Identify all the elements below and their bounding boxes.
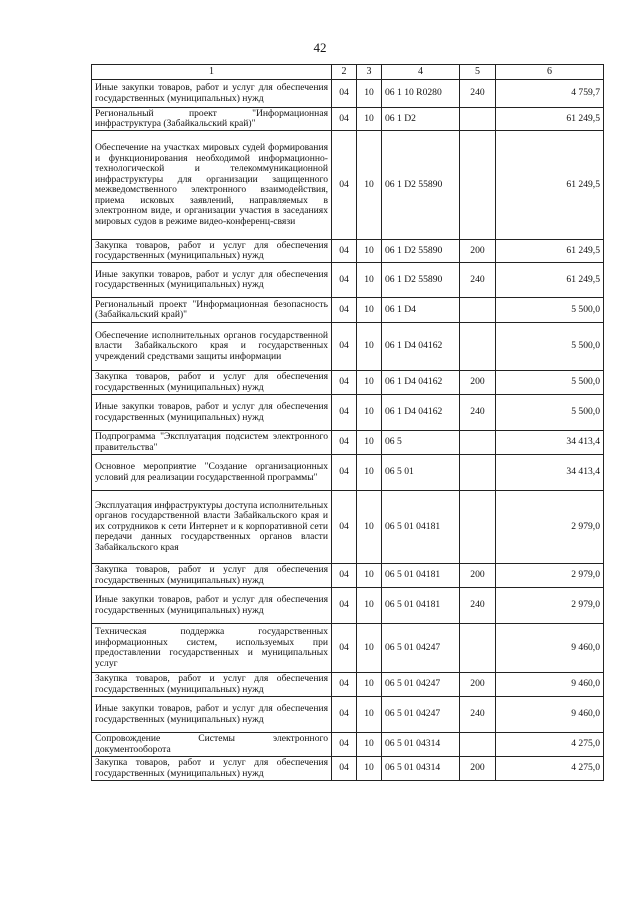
- row-description: Основное мероприятие "Создание организационных условий для реализации государственной программы": [92, 455, 332, 491]
- table-row: [92, 298, 604, 323]
- row-expense-type-code: 200: [460, 240, 496, 263]
- row-amount: 5 500,0: [496, 395, 604, 431]
- row-section-code: 04: [332, 371, 357, 395]
- table-row: [92, 757, 604, 781]
- row-description: Эксплуатация инфраструктуры доступа исполнительных органов государственной власти Забайкальского края и их сотрудников к сети Интернет и к корпоративной сети передачи данных государственных органов власти Забайкальского края: [92, 491, 332, 564]
- row-expense-type-code: [460, 131, 496, 240]
- row-subsection-code: 10: [357, 564, 382, 588]
- row-description: Иные закупки товаров, работ и услуг для обеспечения государственных (муниципальных) нужд: [92, 395, 332, 431]
- row-section-code: 04: [332, 298, 357, 323]
- row-amount: 34 413,4: [496, 455, 604, 491]
- table-row: [92, 673, 604, 697]
- row-target-article-code: 06 1 D4 04162: [382, 395, 460, 431]
- table-row: [92, 371, 604, 395]
- row-target-article-code: 06 1 D4 04162: [382, 323, 460, 371]
- table-row: [92, 240, 604, 263]
- row-subsection-code: 10: [357, 108, 382, 131]
- row-amount: 34 413,4: [496, 431, 604, 455]
- row-target-article-code: 06 5 01: [382, 455, 460, 491]
- row-amount: 4 275,0: [496, 757, 604, 781]
- page-number: 42: [313, 40, 327, 55]
- row-expense-type-code: 200: [460, 564, 496, 588]
- row-section-code: 04: [332, 431, 357, 455]
- row-amount: 61 249,5: [496, 263, 604, 298]
- row-section-code: 04: [332, 697, 357, 733]
- row-section-code: 04: [332, 564, 357, 588]
- row-amount: 61 249,5: [496, 108, 604, 131]
- row-description: Закупка товаров, работ и услуг для обеспечения государственных (муниципальных) нужд: [92, 564, 332, 588]
- row-amount: 2 979,0: [496, 588, 604, 624]
- row-subsection-code: 10: [357, 588, 382, 624]
- row-expense-type-code: [460, 733, 496, 757]
- row-section-code: 04: [332, 757, 357, 781]
- row-expense-type-code: 200: [460, 371, 496, 395]
- row-target-article-code: 06 5 01 04314: [382, 757, 460, 781]
- row-section-code: 04: [332, 624, 357, 673]
- row-subsection-code: 10: [357, 697, 382, 733]
- table-row: [92, 697, 604, 733]
- row-description: Региональный проект "Информационная инфраструктура (Забайкальский край)": [92, 108, 332, 131]
- table-row: [92, 323, 604, 371]
- row-target-article-code: 06 5 01 04181: [382, 491, 460, 564]
- row-subsection-code: 10: [357, 431, 382, 455]
- row-expense-type-code: 240: [460, 263, 496, 298]
- row-amount: 4 759,7: [496, 80, 604, 108]
- table-row: [92, 733, 604, 757]
- row-expense-type-code: 240: [460, 697, 496, 733]
- row-section-code: 04: [332, 131, 357, 240]
- row-subsection-code: 10: [357, 673, 382, 697]
- row-subsection-code: 10: [357, 624, 382, 673]
- row-expense-type-code: [460, 624, 496, 673]
- row-target-article-code: 06 1 D2 55890: [382, 131, 460, 240]
- row-section-code: 04: [332, 80, 357, 108]
- table-row: [92, 624, 604, 673]
- row-expense-type-code: [460, 323, 496, 371]
- row-target-article-code: 06 5 01 04247: [382, 697, 460, 733]
- row-subsection-code: 10: [357, 757, 382, 781]
- row-section-code: 04: [332, 455, 357, 491]
- row-section-code: 04: [332, 108, 357, 131]
- row-expense-type-code: 240: [460, 588, 496, 624]
- column-header: 1: [92, 65, 332, 80]
- row-section-code: 04: [332, 733, 357, 757]
- column-header: 2: [332, 65, 357, 80]
- row-section-code: 04: [332, 491, 357, 564]
- row-amount: 2 979,0: [496, 564, 604, 588]
- table-row: [92, 491, 604, 564]
- table-row: [92, 564, 604, 588]
- row-amount: 5 500,0: [496, 371, 604, 395]
- table-row: [92, 80, 604, 108]
- row-description: Иные закупки товаров, работ и услуг для обеспечения государственных (муниципальных) нужд: [92, 697, 332, 733]
- table-row: [92, 431, 604, 455]
- row-amount: 61 249,5: [496, 131, 604, 240]
- row-section-code: 04: [332, 323, 357, 371]
- row-description: Обеспечение на участках мировых судей формирования и функционирования необходимой информационно-технологической и телекоммуникационной инфраструктуры для организации защищенного межведомственного электронного взаимодействия, приема исковых заявлений, направляемых в электронном виде, и организации участия в заседаниях мировых судов в режиме видео-конференц-связи: [92, 131, 332, 240]
- row-expense-type-code: [460, 108, 496, 131]
- table-row: [92, 108, 604, 131]
- row-amount: 61 249,5: [496, 240, 604, 263]
- column-header: 5: [460, 65, 496, 80]
- table-row: [92, 263, 604, 298]
- row-amount: 4 275,0: [496, 733, 604, 757]
- row-target-article-code: 06 5 01 04247: [382, 673, 460, 697]
- row-subsection-code: 10: [357, 371, 382, 395]
- table-row: [92, 395, 604, 431]
- row-subsection-code: 10: [357, 733, 382, 757]
- row-subsection-code: 10: [357, 80, 382, 108]
- row-amount: 9 460,0: [496, 697, 604, 733]
- row-subsection-code: 10: [357, 240, 382, 263]
- row-target-article-code: 06 1 D4 04162: [382, 371, 460, 395]
- row-amount: 2 979,0: [496, 491, 604, 564]
- row-target-article-code: 06 5: [382, 431, 460, 455]
- column-header: 3: [357, 65, 382, 80]
- row-description: Закупка товаров, работ и услуг для обеспечения государственных (муниципальных) нужд: [92, 757, 332, 781]
- row-description: Иные закупки товаров, работ и услуг для обеспечения государственных (муниципальных) нужд: [92, 263, 332, 298]
- row-target-article-code: 06 1 D2 55890: [382, 240, 460, 263]
- table-row: [92, 588, 604, 624]
- row-subsection-code: 10: [357, 491, 382, 564]
- column-header-row: [92, 65, 604, 80]
- row-description: Закупка товаров, работ и услуг для обеспечения государственных (муниципальных) нужд: [92, 371, 332, 395]
- row-target-article-code: 06 5 01 04314: [382, 733, 460, 757]
- row-description: Техническая поддержка государственных информационных систем, используемых при предоставлении государственных и муниципальных услуг: [92, 624, 332, 673]
- row-subsection-code: 10: [357, 263, 382, 298]
- row-subsection-code: 10: [357, 131, 382, 240]
- row-subsection-code: 10: [357, 298, 382, 323]
- row-expense-type-code: [460, 298, 496, 323]
- row-description: Иные закупки товаров, работ и услуг для обеспечения государственных (муниципальных) нужд: [92, 588, 332, 624]
- row-description: Закупка товаров, работ и услуг для обеспечения государственных (муниципальных) нужд: [92, 673, 332, 697]
- row-description: Закупка товаров, работ и услуг для обеспечения государственных (муниципальных) нужд: [92, 240, 332, 263]
- column-header: 6: [496, 65, 604, 80]
- row-expense-type-code: 200: [460, 673, 496, 697]
- budget-table: [91, 64, 604, 781]
- row-description: Сопровождение Системы электронного документооборота: [92, 733, 332, 757]
- row-expense-type-code: 240: [460, 80, 496, 108]
- table-row: [92, 455, 604, 491]
- row-target-article-code: 06 5 01 04181: [382, 588, 460, 624]
- row-target-article-code: 06 1 D4: [382, 298, 460, 323]
- row-target-article-code: 06 5 01 04247: [382, 624, 460, 673]
- row-amount: 9 460,0: [496, 624, 604, 673]
- row-subsection-code: 10: [357, 395, 382, 431]
- row-expense-type-code: [460, 431, 496, 455]
- row-description: Обеспечение исполнительных органов государственной власти Забайкальского края и государственных учреждений средствами защиты информации: [92, 323, 332, 371]
- row-description: Региональный проект "Информационная безопасность (Забайкальский край)": [92, 298, 332, 323]
- row-amount: 5 500,0: [496, 323, 604, 371]
- table-row: [92, 131, 604, 240]
- row-amount: 5 500,0: [496, 298, 604, 323]
- row-description: Подпрограмма "Эксплуатация подсистем электронного правительства": [92, 431, 332, 455]
- row-target-article-code: 06 5 01 04181: [382, 564, 460, 588]
- row-expense-type-code: [460, 455, 496, 491]
- row-section-code: 04: [332, 240, 357, 263]
- row-section-code: 04: [332, 263, 357, 298]
- row-section-code: 04: [332, 395, 357, 431]
- row-expense-type-code: 240: [460, 395, 496, 431]
- row-description: Иные закупки товаров, работ и услуг для обеспечения государственных (муниципальных) нужд: [92, 80, 332, 108]
- row-amount: 9 460,0: [496, 673, 604, 697]
- row-target-article-code: 06 1 D2 55890: [382, 263, 460, 298]
- row-section-code: 04: [332, 588, 357, 624]
- row-subsection-code: 10: [357, 455, 382, 491]
- table-body: [92, 65, 604, 781]
- row-target-article-code: 06 1 10 R0280: [382, 80, 460, 108]
- row-expense-type-code: 200: [460, 757, 496, 781]
- row-expense-type-code: [460, 491, 496, 564]
- row-target-article-code: 06 1 D2: [382, 108, 460, 131]
- row-subsection-code: 10: [357, 323, 382, 371]
- column-header: 4: [382, 65, 460, 80]
- row-section-code: 04: [332, 673, 357, 697]
